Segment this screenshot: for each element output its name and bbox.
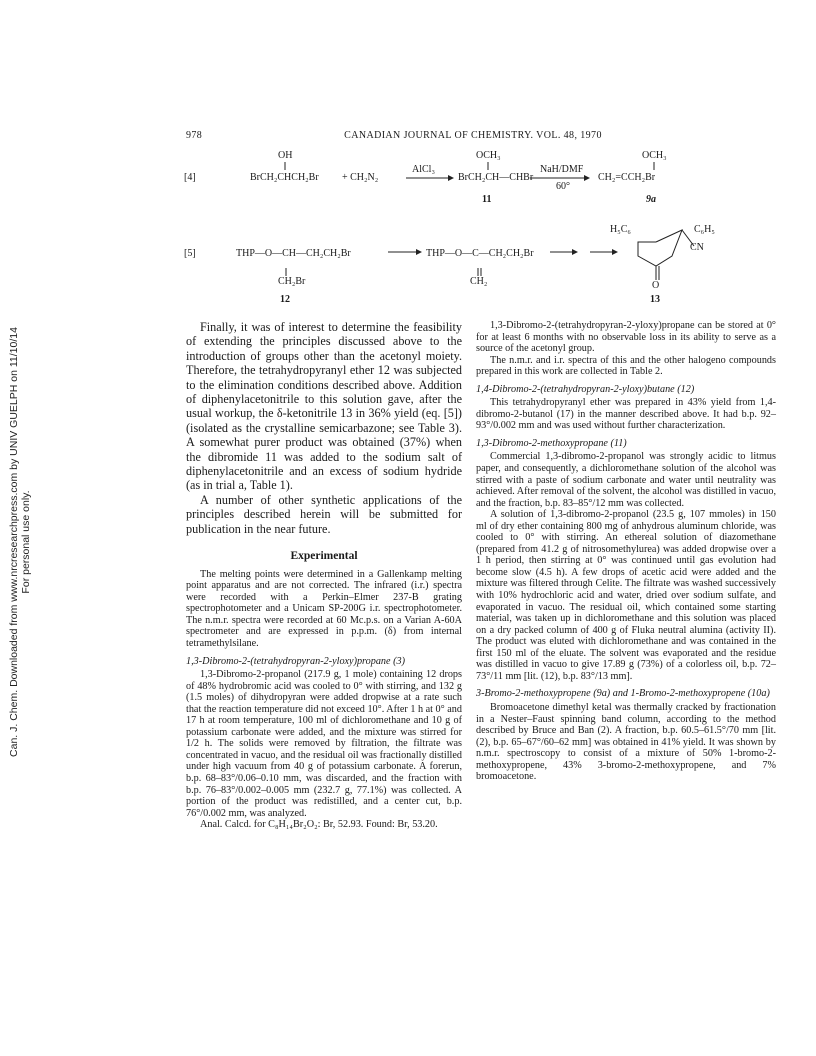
intermediate-ch2: CH₂ <box>470 276 488 287</box>
reagent-temp: 60° <box>556 181 570 192</box>
journal-title: CANADIAN JOURNAL OF CHEMISTRY. VOL. 48, 1970 <box>344 130 602 141</box>
eq-label-5: [5] <box>184 248 196 259</box>
reactant-dibromopropanol: BrCH₂CHCH₂Br <box>250 172 319 183</box>
reactant-ch2br: CH₂Br <box>278 276 306 287</box>
product-och3: OCH₃ <box>642 150 667 161</box>
intermediate-och3: OCH₃ <box>476 150 501 161</box>
subheading-compound-12: 1,4-Dibromo-2-(tetrahydropyran-2-yloxy)butane (12) <box>476 383 695 395</box>
download-sidebar <box>2 280 38 800</box>
paragraph-commercial: Commercial 1,3-dibromo-2-propanol was strongly acidic to litmus paper, and consequently, a dichloromethane solution of the alcohol was stirred with a paste of sodium carbonate and water until neutrality was achieved. After removal of the solvent, the alcohol was distilled in vacuo, and the fraction, b.p. 83–85°/12 mm was collected. <box>476 451 776 509</box>
reactant-12: THP—O—CH—CH₂CH₂Br <box>236 248 351 259</box>
intermediate-11: BrCH₂CH—CHBr <box>458 172 534 183</box>
paragraph-spectra: The n.m.r. and i.r. spectra of this and the other halogeno compounds prepared in this work are collected in Table 2. <box>476 354 776 378</box>
page-number: 978 <box>186 130 203 141</box>
product-9a: CH₂=CCH₂Br <box>598 172 656 183</box>
eq-label-4: [4] <box>184 172 196 183</box>
product-phenyl-1: H₅C₆ <box>610 224 631 235</box>
compound-number-11: 11 <box>482 194 492 205</box>
subheading-compound-11: 1,3-Dibromo-2-methoxypropane (11) <box>476 437 627 449</box>
paragraph-compound-3: 1,3-Dibromo-2-propanol (217.9 g, 1 mole) containing 12 drops of 48% hydrobromic acid was cooled to 0° with stirring, and 132 g (1.5 moles) of dihydropyran were added dropwise at a rate such that the reaction temperature did not exceed 10°. After 1 h at 0° and 17 h at room temperature, 100 ml of dichloromethane and 10 g of potassium carbonate were added, and the mixture was stirred for 1/2 h. The solids were removed by filtration, the filtrate was concentrated in vacuo, and the residual oil was fractionally distilled under high vacuum from 40 g of potassium carbonate. A forerun, b.p. 68–83°/0.06–0.10 mm, was discarded, and the fraction with b.p. 76–83°/0.002–0.005 mm (232.7 g, 77.1%) was collected. A portion of the product was redistilled, and a center cut, b.p. 76°/0.002 mm, was analyzed. <box>186 669 462 819</box>
paragraph-compound-12: This tetrahydropyranyl ether was prepared in 43% yield from 1,4-dibromo-2-butanol (17) in the manner described above. It had b.p. 92–93°/0.002 mm and was used without further characterization. <box>476 397 776 432</box>
reagent-alcl3: AlCl₃ <box>412 164 435 175</box>
download-notice: Can. J. Chem. Downloaded from www.nrcresearchpress.com by UNIV GUELPH on 11/10/14 For personal use only. <box>8 327 32 757</box>
right-column <box>476 320 776 783</box>
paragraph-compound-11: A solution of 1,3-dibromo-2-propanol (23.5 g, 107 mmoles) in 150 ml of dry ether containing 800 mg of anhydrous aluminum chloride, was cooled to 0° with stirring. An ethereal solution of diazomethane (prepared from 41.2 g of nitrosomethylurea) was added dropwise over a 1 h period, then stirring at 0° was continued until gas evolution had become slow (4.5 h). A few drops of acetic acid were added and the mixture was filtered through Celite. The filtrate was washed successively with 10% hydrochloric acid and water, dried over sodium sulfate, and evaporated in vacuo. The residual oil, which contained some starting material, was taken up in dichloromethane and this solution was placed on a dry packed column of 400 g of Fluka neutral alumina (activity II). The product was eluted with dichloromethane and was contained in the first 150 ml of the eluate. The solvent was evaporated and the residue was distilled in vacuo to give 17.89 g (73%) of a colorless oil, b.p. 72–73°/11 mm [lit. (12), b.p. 83°/13 mm]. <box>476 509 776 682</box>
experimental-heading: Experimental <box>290 550 358 563</box>
compound-number-9a: 9a <box>646 194 656 205</box>
scheme-4 <box>186 148 766 208</box>
paragraph-compound-9a: Bromoacetone dimethyl ketal was thermally cracked by fractionation in a Nester–Faust spinning band column, according to the method described by Bruce and Ban (2). A fraction, b.p. 60.5–61.5°/70 mm [lit. (2), b.p. 65–67°/60–62 mm] was obtained in 41% yield. It was shown by n.m.r. spectroscopy to consist of a mixture of 50% 1-bromo-2-methoxypropene, 43% 3-bromo-2-methoxypropene, and 7% bromoacetone. <box>476 701 776 783</box>
scheme-5 <box>186 222 766 312</box>
product-phenyl-2: C₆H₅ <box>694 224 715 235</box>
reagent-nah-dmf: NaH/DMF <box>540 164 584 175</box>
paragraph-storage: 1,3-Dibromo-2-(tetrahydropyran-2-yloxy)propane can be stored at 0° for at least 6 months with no observable loss in its ability to serve as a source of the acetonyl group. <box>476 320 776 355</box>
paragraph-analysis: Anal. Calcd. for C₈H₁₄Br₂O₂: Br, 52.93. Found: Br, 53.20. <box>200 819 438 831</box>
product-oxygen: O <box>652 280 660 291</box>
compound-number-13: 13 <box>650 294 660 305</box>
paragraph-methods: The melting points were determined in a Gallenkamp melting point apparatus and are not corrected. The infrared (i.r.) spectra were recorded with a Perkin–Elmer 237-B grating spectrophotometer and a Unicam SP-200G i.r. spectrophotometer. The n.m.r. spectra were recorded at 60 Mc.p.s. on a Varian A-60A spectrometer and are expressed in p.p.m. (δ) from internal tetramethylsilane. <box>186 568 462 649</box>
subheading-compound-9a: 3-Bromo-2-methoxypropene (9a) and 1-Bromo-2-methoxypropene (10a) <box>476 688 770 700</box>
intermediate-enol: THP—O—C—CH₂CH₂Br <box>426 248 534 259</box>
product-cn: CN <box>690 242 704 253</box>
subheading-compound-3: 1,3-Dibromo-2-(tetrahydropyran-2-yloxy)propane (3) <box>186 655 405 667</box>
diazomethane: + CH₂N₂ <box>342 172 379 183</box>
paragraph-applications: A number of other synthetic applications of the principles described herein will be submitted for publication in the near future. <box>186 492 462 536</box>
reactant-oh: OH <box>278 150 293 161</box>
compound-number-12: 12 <box>280 294 290 305</box>
paragraph-finally: Finally, it was of interest to determine the feasibility of extending the principles discussed above to the introduction of groups other than the acetonyl moiety. Therefore, the tetrahydropyranyl ether 12 was subjected to the elimination conditions described above. Addition of diphenylacetonitrile to this solution gave, after the usual workup, the δ-ketonitrile 13 in 36% yield (eq. [5]) (isolated as the crystalline semicarbazone; see Table 3). A somewhat purer product was obtained (37%) when the dibromide 11 was added to the sodium salt of diphenylacetonitrile and an excess of sodium hydride (as in trial a, Table 1). <box>186 320 462 493</box>
left-column <box>186 320 462 831</box>
scheme-5-lines <box>186 222 766 312</box>
